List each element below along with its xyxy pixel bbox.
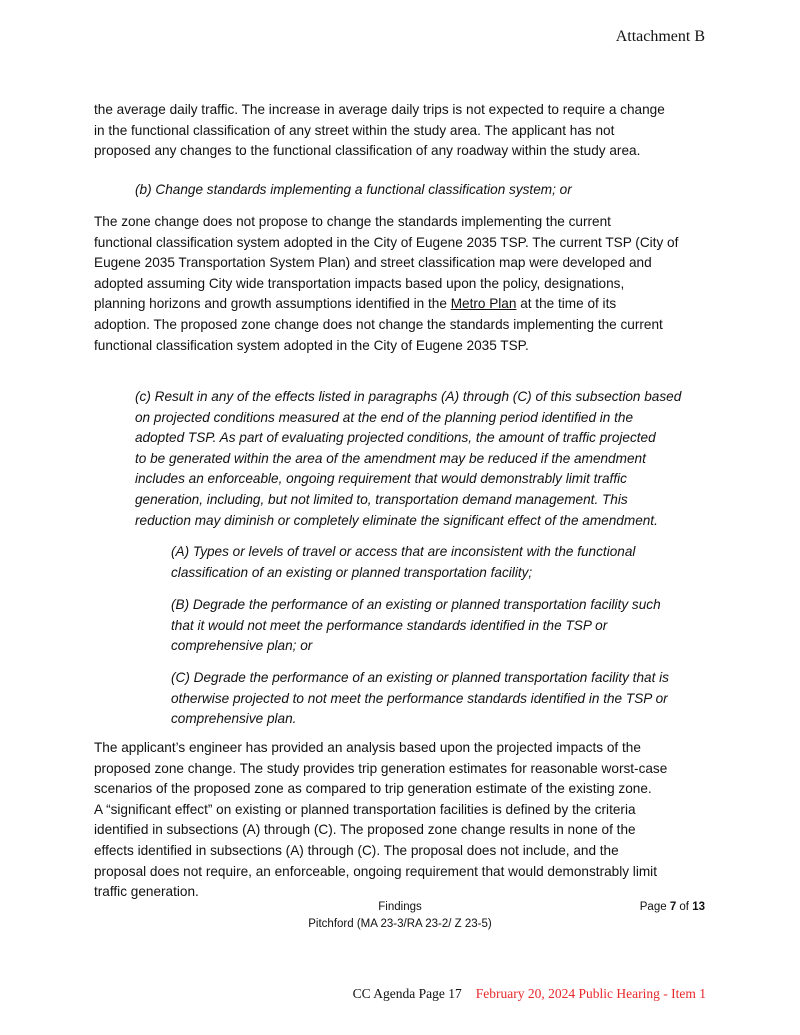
text-segment: generation, including, but not limited to, transportation demand management. This bbox=[135, 491, 628, 507]
agenda-stamp bbox=[353, 986, 706, 1002]
text-segment: proposal does not require, an enforceable, ongoing requirement that would demonstrably limit bbox=[94, 863, 657, 879]
text-line bbox=[94, 294, 678, 315]
text-segment: comprehensive plan; or bbox=[171, 638, 313, 654]
text-line bbox=[94, 336, 678, 357]
text-segment: traffic generation. bbox=[94, 884, 199, 900]
text-segment: classification of an existing or planned transportation facility; bbox=[171, 564, 533, 580]
text-line bbox=[94, 841, 667, 862]
text-segment: otherwise projected to not meet the performance standards identified in the TSP or bbox=[171, 690, 668, 706]
page-of: of bbox=[676, 901, 693, 913]
text-segment: proposed any changes to the functional classification of any roadway within the study area. bbox=[94, 143, 641, 159]
page-prefix: Page bbox=[639, 901, 670, 913]
text-line bbox=[135, 511, 681, 532]
agenda-page: CC Agenda Page 17 bbox=[352, 986, 462, 1001]
metro-plan-link: Metro Plan bbox=[450, 296, 517, 312]
text-segment: functional classification system adopted in the City of Eugene 2035 TSP. bbox=[94, 337, 529, 353]
text-segment: (C) Degrade the performance of an existing or planned transportation facility that is bbox=[171, 670, 669, 685]
text-line bbox=[94, 862, 667, 883]
page-number bbox=[640, 901, 705, 913]
text-line bbox=[171, 689, 669, 710]
text-line bbox=[94, 253, 678, 274]
text-line bbox=[94, 274, 678, 295]
text-segment: The zone change does not propose to change the standards implementing the current bbox=[94, 214, 611, 229]
text-line bbox=[171, 595, 661, 616]
text-line bbox=[135, 387, 681, 408]
text-line bbox=[94, 233, 678, 254]
text-segment: on projected conditions measured at the end of the planning period identified in the bbox=[135, 409, 634, 425]
text-line bbox=[135, 428, 681, 449]
criterion-c-a bbox=[171, 542, 635, 583]
text-segment: the average daily traffic. The increase in average daily trips is not expected to require a change bbox=[94, 102, 665, 117]
text-segment: scenarios of the proposed zone as compared to trip generation estimate of the existing zone. bbox=[94, 781, 652, 797]
page-current: 7 bbox=[669, 901, 677, 913]
footer-title: Findings bbox=[378, 901, 422, 913]
text-segment: The applicant’s engineer has provided an analysis based upon the projected impacts of the bbox=[94, 740, 641, 755]
page-total: 13 bbox=[692, 901, 705, 913]
para-intro bbox=[94, 100, 665, 162]
text-line bbox=[135, 449, 681, 470]
criterion-b bbox=[135, 180, 572, 201]
text-segment: Eugene 2035 Transportation System Plan) and street classification map were developed and bbox=[94, 255, 652, 271]
text-segment: (b) Change standards implementing a functional classification system; or bbox=[135, 182, 572, 197]
text-line bbox=[171, 668, 669, 689]
text-segment: identified in subsections (A) through (C). The proposed zone change results in none of the bbox=[94, 822, 636, 838]
text-segment: (c) Result in any of the effects listed in paragraphs (A) through (C) of this subsection based bbox=[135, 389, 682, 404]
text-line bbox=[171, 616, 661, 637]
para-b-response bbox=[94, 212, 678, 356]
text-segment: proposed zone change. The study provides trip generation estimates for reasonable worst-case bbox=[94, 760, 668, 776]
text-line bbox=[94, 121, 665, 142]
text-segment: that it would not meet the performance standards identified in the TSP or bbox=[171, 617, 608, 633]
text-segment: adoption. The proposed zone change does not change the standards implementing the current bbox=[94, 316, 663, 332]
text-segment: to be generated within the area of the amendment may be reduced if the amendment bbox=[135, 450, 646, 466]
text-segment: in the functional classification of any street within the study area. The applicant has not bbox=[94, 122, 615, 138]
text-line bbox=[171, 563, 635, 584]
text-line bbox=[94, 100, 665, 121]
text-line bbox=[94, 759, 667, 780]
criterion-c-c bbox=[171, 668, 669, 730]
para-c-response bbox=[94, 738, 667, 903]
text-line bbox=[135, 180, 572, 201]
text-segment: comprehensive plan. bbox=[171, 711, 297, 727]
text-line bbox=[94, 212, 678, 233]
text-segment: includes an enforceable, ongoing requirement that would demonstrably limit traffic bbox=[135, 471, 627, 487]
text-line bbox=[94, 820, 667, 841]
attachment-label: Attachment B bbox=[615, 28, 705, 45]
text-segment: adopted assuming City wide transportation impacts based upon the policy, designations, bbox=[94, 275, 625, 291]
text-line bbox=[171, 542, 635, 563]
text-line bbox=[135, 490, 681, 511]
text-line bbox=[94, 800, 667, 821]
text-line bbox=[94, 315, 678, 336]
text-segment: at the time of its bbox=[516, 296, 617, 312]
text-segment: A “significant effect” on existing or planned transportation facilities is defined by the criteria bbox=[94, 801, 636, 817]
text-line bbox=[94, 779, 667, 800]
text-segment: adopted TSP. As part of evaluating projected conditions, the amount of traffic projected bbox=[135, 430, 656, 446]
text-line bbox=[171, 636, 661, 657]
text-line bbox=[94, 738, 667, 759]
hearing-label: February 20, 2024 Public Hearing - Item 1 bbox=[475, 986, 706, 1001]
criterion-c bbox=[135, 387, 681, 531]
text-line bbox=[135, 408, 681, 429]
text-line bbox=[94, 141, 665, 162]
text-segment: (B) Degrade the performance of an existing or planned transportation facility such bbox=[171, 597, 661, 612]
text-line bbox=[94, 882, 667, 903]
criterion-c-b bbox=[171, 595, 661, 657]
text-segment: (A) Types or levels of travel or access that are inconsistent with the functional bbox=[171, 544, 636, 559]
text-segment: functional classification system adopted in the City of Eugene 2035 TSP. The current TSP (City of bbox=[94, 234, 679, 250]
text-line bbox=[135, 469, 681, 490]
text-segment: planning horizons and growth assumptions identified in the bbox=[94, 296, 451, 312]
footer-case: Pitchford (MA 23-3/RA 23-2/ Z 23-5) bbox=[308, 918, 492, 930]
text-segment: reduction may diminish or completely eliminate the significant effect of the amendment. bbox=[135, 512, 658, 528]
text-line bbox=[171, 709, 669, 730]
text-segment: effects identified in subsections (A) through (C). The proposal does not include, and the bbox=[94, 842, 619, 858]
